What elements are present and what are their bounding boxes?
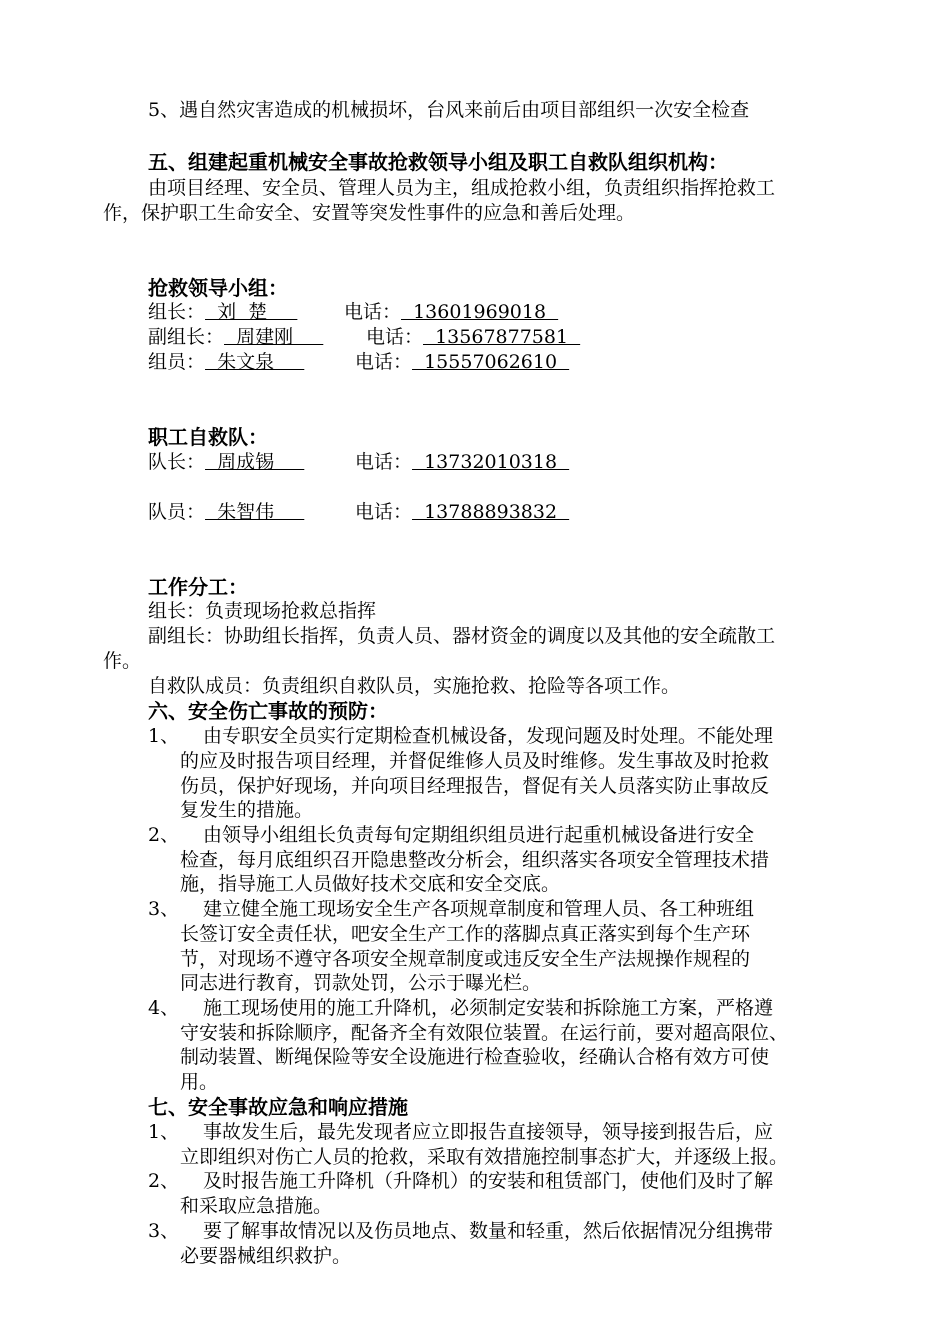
member-phone xyxy=(355,350,569,375)
item-line: 同志进行教育，罚款处罚，公示于曝光栏。 xyxy=(180,972,542,994)
item-5-text: 5、遇自然灾害造成的机械损坏，台风来前后由项目部组织一次安全检查 xyxy=(148,99,750,121)
section-5-heading: 五、组建起重机械安全事故抢救领导小组及职工自救队组织机构： xyxy=(148,150,728,174)
rescue-team-title: 职工自救队： xyxy=(148,425,268,449)
role-label: 组长： xyxy=(148,301,206,323)
phone-number: 13567877581 xyxy=(423,326,581,348)
section-5-line2: 作，保护职工生命安全、安置等突发性事件的应急和善后处理。 xyxy=(103,202,636,224)
team-leader-phone xyxy=(355,450,569,475)
item-line: 和采取应急措施。 xyxy=(180,1195,333,1217)
phone-label: 电话： xyxy=(355,451,413,473)
division-deputy-cont: 作。 xyxy=(103,650,142,672)
item-line: 检查，每月底组织召开隐患整改分析会，组织落实各项安全管理技术措 xyxy=(180,849,770,871)
item-line: 施工现场使用的施工升降机，必须制定安装和拆除施工方案，严格遵 xyxy=(203,997,774,1019)
section-5-line1: 由项目经理、安全员、管理人员为主，组成抢救小组，负责组织指挥抢救工 xyxy=(148,177,776,199)
team-member-phone xyxy=(355,500,569,525)
item-line: 长签订安全责任状，吧安全生产工作的落脚点真正落实到每个生产环 xyxy=(180,923,751,945)
item-line: 及时报告施工升降机（升降机）的安装和租赁部门，使他们及时了解 xyxy=(203,1170,774,1192)
item-number: 1、 xyxy=(148,725,180,747)
member-name: 周成锡 xyxy=(205,451,305,473)
item-number: 3、 xyxy=(148,898,180,920)
item-line: 由专职安全员实行定期检查机械设备，发现问题及时处理。不能处理 xyxy=(203,725,774,747)
phone-number: 13601969018 xyxy=(401,301,559,323)
item-line: 守安装和拆除顺序，配备齐全有效限位装置。在运行前，要对超高限位、 xyxy=(180,1022,789,1044)
item-line: 必要器械组织救护。 xyxy=(180,1245,352,1267)
item-number: 4、 xyxy=(148,997,180,1019)
item-line: 要了解事故情况以及伤员地点、数量和轻重，然后依据情况分组携带 xyxy=(203,1220,774,1242)
member-row xyxy=(148,350,304,375)
phone-number: 13788893832 xyxy=(412,501,570,523)
item-line: 伤员，保护好现场，并向项目经理报告，督促有关人员落实防止事故反 xyxy=(180,775,770,797)
leader-group-title: 抢救领导小组： xyxy=(148,276,288,300)
phone-label: 电话： xyxy=(344,301,402,323)
leader-phone xyxy=(344,300,558,325)
team-member-row xyxy=(148,500,304,525)
member-name: 刘 楚 xyxy=(205,301,298,323)
deputy-phone xyxy=(366,325,580,350)
role-label: 队长： xyxy=(148,451,206,473)
team-leader-row xyxy=(148,450,304,475)
phone-number: 13732010318 xyxy=(412,451,570,473)
item-line: 用。 xyxy=(180,1071,219,1093)
item-line: 由领导小组组长负责每旬定期组织组员进行起重机械设备进行安全 xyxy=(203,824,755,846)
section-6-heading: 六、安全伤亡事故的预防： xyxy=(148,699,388,723)
division-leader: 组长：负责现场抢救总指挥 xyxy=(148,600,377,622)
item-number: 1、 xyxy=(148,1121,180,1143)
item-line: 的应及时报告项目经理，并督促维修人员及时维修。发生事故及时抢救 xyxy=(180,750,770,772)
deputy-row xyxy=(148,325,323,350)
item-number: 2、 xyxy=(148,824,180,846)
role-label: 队员： xyxy=(148,501,206,523)
phone-label: 电话： xyxy=(366,326,424,348)
item-line: 施，指导施工人员做好技术交底和安全交底。 xyxy=(180,873,561,895)
item-number: 2、 xyxy=(148,1170,180,1192)
member-name: 朱智伟 xyxy=(205,501,305,523)
role-label: 副组长： xyxy=(148,326,225,348)
division-deputy: 副组长：协助组长指挥，负责人员、器材资金的调度以及其他的安全疏散工 xyxy=(148,625,776,647)
role-label: 组员： xyxy=(148,351,206,373)
phone-number: 15557062610 xyxy=(412,351,570,373)
item-line: 建立健全施工现场安全生产各项规章制度和管理人员、各工种班组 xyxy=(203,898,755,920)
leader-row xyxy=(148,300,297,325)
member-name: 朱文泉 xyxy=(205,351,305,373)
item-number: 3、 xyxy=(148,1220,180,1242)
division-team: 自救队成员：负责组织自救队员，实施抢救、抢险等各项工作。 xyxy=(148,675,681,697)
section-7-heading: 七、安全事故应急和响应措施 xyxy=(148,1095,408,1119)
item-line: 复发生的措施。 xyxy=(180,799,314,821)
item-line: 立即组织对伤亡人员的抢救，采取有效措施控制事态扩大，并逐级上报。 xyxy=(180,1146,789,1168)
item-line: 节，对现场不遵守各项安全规章制度或违反安全生产法规操作规程的 xyxy=(180,948,751,970)
phone-label: 电话： xyxy=(355,351,413,373)
item-line: 制动装置、断绳保险等安全设施进行检查验收，经确认合格有效方可使 xyxy=(180,1046,770,1068)
member-name: 周建刚 xyxy=(224,326,324,348)
item-line: 事故发生后，最先发现者应立即报告直接领导，领导接到报告后，应 xyxy=(203,1121,774,1143)
division-title: 工作分工： xyxy=(148,575,248,599)
phone-label: 电话： xyxy=(355,501,413,523)
